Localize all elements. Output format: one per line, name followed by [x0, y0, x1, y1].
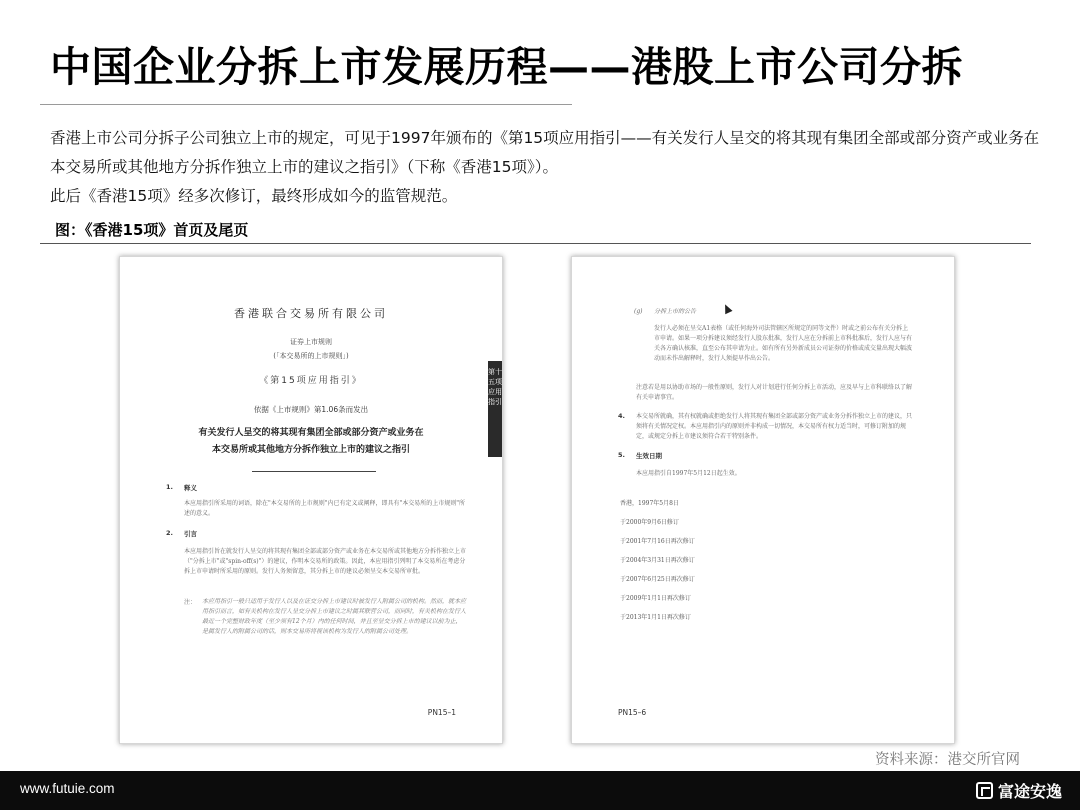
- title-divider: [40, 104, 572, 105]
- intro-paragraph-2: 此后《香港15项》经多次修订，最终形成如今的监管规范。: [50, 187, 458, 205]
- source-note: 资料来源：港交所官网: [875, 752, 1020, 768]
- item-note: 注意若是用以协助市场的一般性原则，发行人对计划进行任何分拆上市活动，应及早与上市科联络以了解有关申请事宜。: [636, 384, 913, 401]
- note-text: 本应用指引一般只适用于发行人以及在证交分拆上市建议时被发行人附属公司的机构。然而，就本应用指引而言，如有关机构在发行人呈交分拆上市建议之时属其联营公司，而同时，有关机构在发行人最近一个完整财政年度（至少须有12个月）内的任何时间，并且至呈交分拆上市的建议以前为止，是属发行人的附属公司的话，则本交易所将视该机构为发行人的附属公司处理。: [202, 598, 467, 635]
- section-title: 释义: [184, 484, 197, 492]
- footer-brand: [976, 779, 1062, 802]
- section-text: 本交易所就确，其有权就确或拒绝发行人将其现有集团全部或部分资产或业务分拆作独立上市的建议，只须将有关情况定权。本应用指引内的原则并非构成一切情况，本交易所有权力适当时，可修订附加的规定，或规定分拆上市建议须符合若干特别条件。: [636, 413, 913, 440]
- doc-heading-rule: [252, 471, 376, 472]
- history-item: 香港，1997年5月8日: [620, 500, 679, 507]
- note-label: 注：: [184, 599, 197, 606]
- doc-side-tab: 第十五项应用指引: [488, 361, 502, 457]
- section-number: 4.: [618, 412, 625, 420]
- document-last-page: [571, 256, 955, 744]
- doc-rules-name: 证券上市规则: [290, 338, 332, 346]
- mouse-cursor-icon: [721, 303, 732, 315]
- section-title: 生效日期: [636, 452, 662, 460]
- doc-basis: 依据《上市规则》第1.06条而发出: [253, 405, 369, 414]
- history-item: 于2007年6月25日再次修订: [620, 576, 695, 583]
- figure-divider: [40, 243, 1031, 244]
- history-item: 于2001年7月16日再次修订: [620, 538, 695, 545]
- page-title: 中国企业分拆上市发展历程——港股上市公司分拆: [50, 43, 963, 91]
- doc-rules-alias: (「本交易所的上市规则」): [273, 352, 349, 360]
- footer-url-link[interactable]: www.futuie.com: [20, 781, 115, 796]
- section-number: 1.: [166, 483, 173, 491]
- history-item: 于2004年3月31日再次修订: [620, 557, 695, 564]
- doc-org-name: 香港联合交易所有限公司: [234, 307, 388, 320]
- item-text: 发行人必须在呈交A1表格（或任何海外司法管辖区所规定的同等文件）时或之前公布有关分拆上市申请。如果一项分拆建议须经发行人股东批准，发行人应在分拆前上市科批准后，发行人应与有关各方确认核准，直至公布其申请为止。如有所有另外新成员公司证券的价格或成交量出现大幅波动而未作出解释时，发行人须提早作出公告。: [654, 325, 913, 362]
- footer-bar: [0, 771, 1080, 810]
- doc-practice-note: 《第15项应用指引》: [259, 376, 363, 386]
- intro-paragraph-1: 香港上市公司分拆子公司独立上市的规定，可见于1997年颁布的《第15项应用指引——有关发行人呈交的将其现有集团全部或部分资产或业务在本交易所或其他地方分拆作独立上市的建议之指引》（下称《香港15项》）。: [50, 129, 1040, 176]
- history-item: 于2013年1月1日再次修订: [620, 614, 691, 621]
- brand-logo-icon: [976, 782, 993, 799]
- intro-text: [50, 124, 1040, 211]
- item-label: (g): [634, 308, 643, 315]
- section-title: 引言: [184, 530, 197, 538]
- section-number: 5.: [618, 451, 625, 459]
- document-first-page: [119, 256, 503, 744]
- page-number: PN15–6: [618, 708, 647, 717]
- section-number: 2.: [166, 529, 173, 537]
- section-text: 本应用指引旨在就发行人呈交的将其现有集团全部或部分资产或业务在本交易所或其他地方分拆作独立上市（"分拆上市"或"spin-off(s)"）的建议，作明本交易所的政策。因此，本应用指引列明了本交易所在考虑分拆上市申请时所采用的原则。发行人务须留意，其分拆上市的建议必须呈交本交易所审批。: [184, 548, 467, 575]
- figure-caption: 图：《香港15项》首页及尾页: [55, 221, 249, 239]
- section-text: 本应用指引所采用的词语，除在"本交易所的上市规则"内已有定义或阐释，即具有"本交易所的上市规则"所述的意义。: [184, 500, 466, 517]
- doc-heading-line-2: 本交易所或其他地方分拆作独立上市的建议之指引: [211, 445, 410, 455]
- page-number: PN15–1: [427, 708, 456, 717]
- item-title: 分拆上市的公告: [654, 308, 697, 315]
- section-text: 本应用指引自1997年5月12日起生效。: [636, 470, 741, 477]
- doc-heading-line-1: 有关发行人呈交的将其现有集团全部或部分资产或业务在: [198, 428, 424, 438]
- history-item: 于2000年9月6日修订: [620, 519, 679, 526]
- brand-name: 富途安逸: [997, 782, 1062, 801]
- history-item: 于2009年1月1日再次修订: [620, 595, 691, 602]
